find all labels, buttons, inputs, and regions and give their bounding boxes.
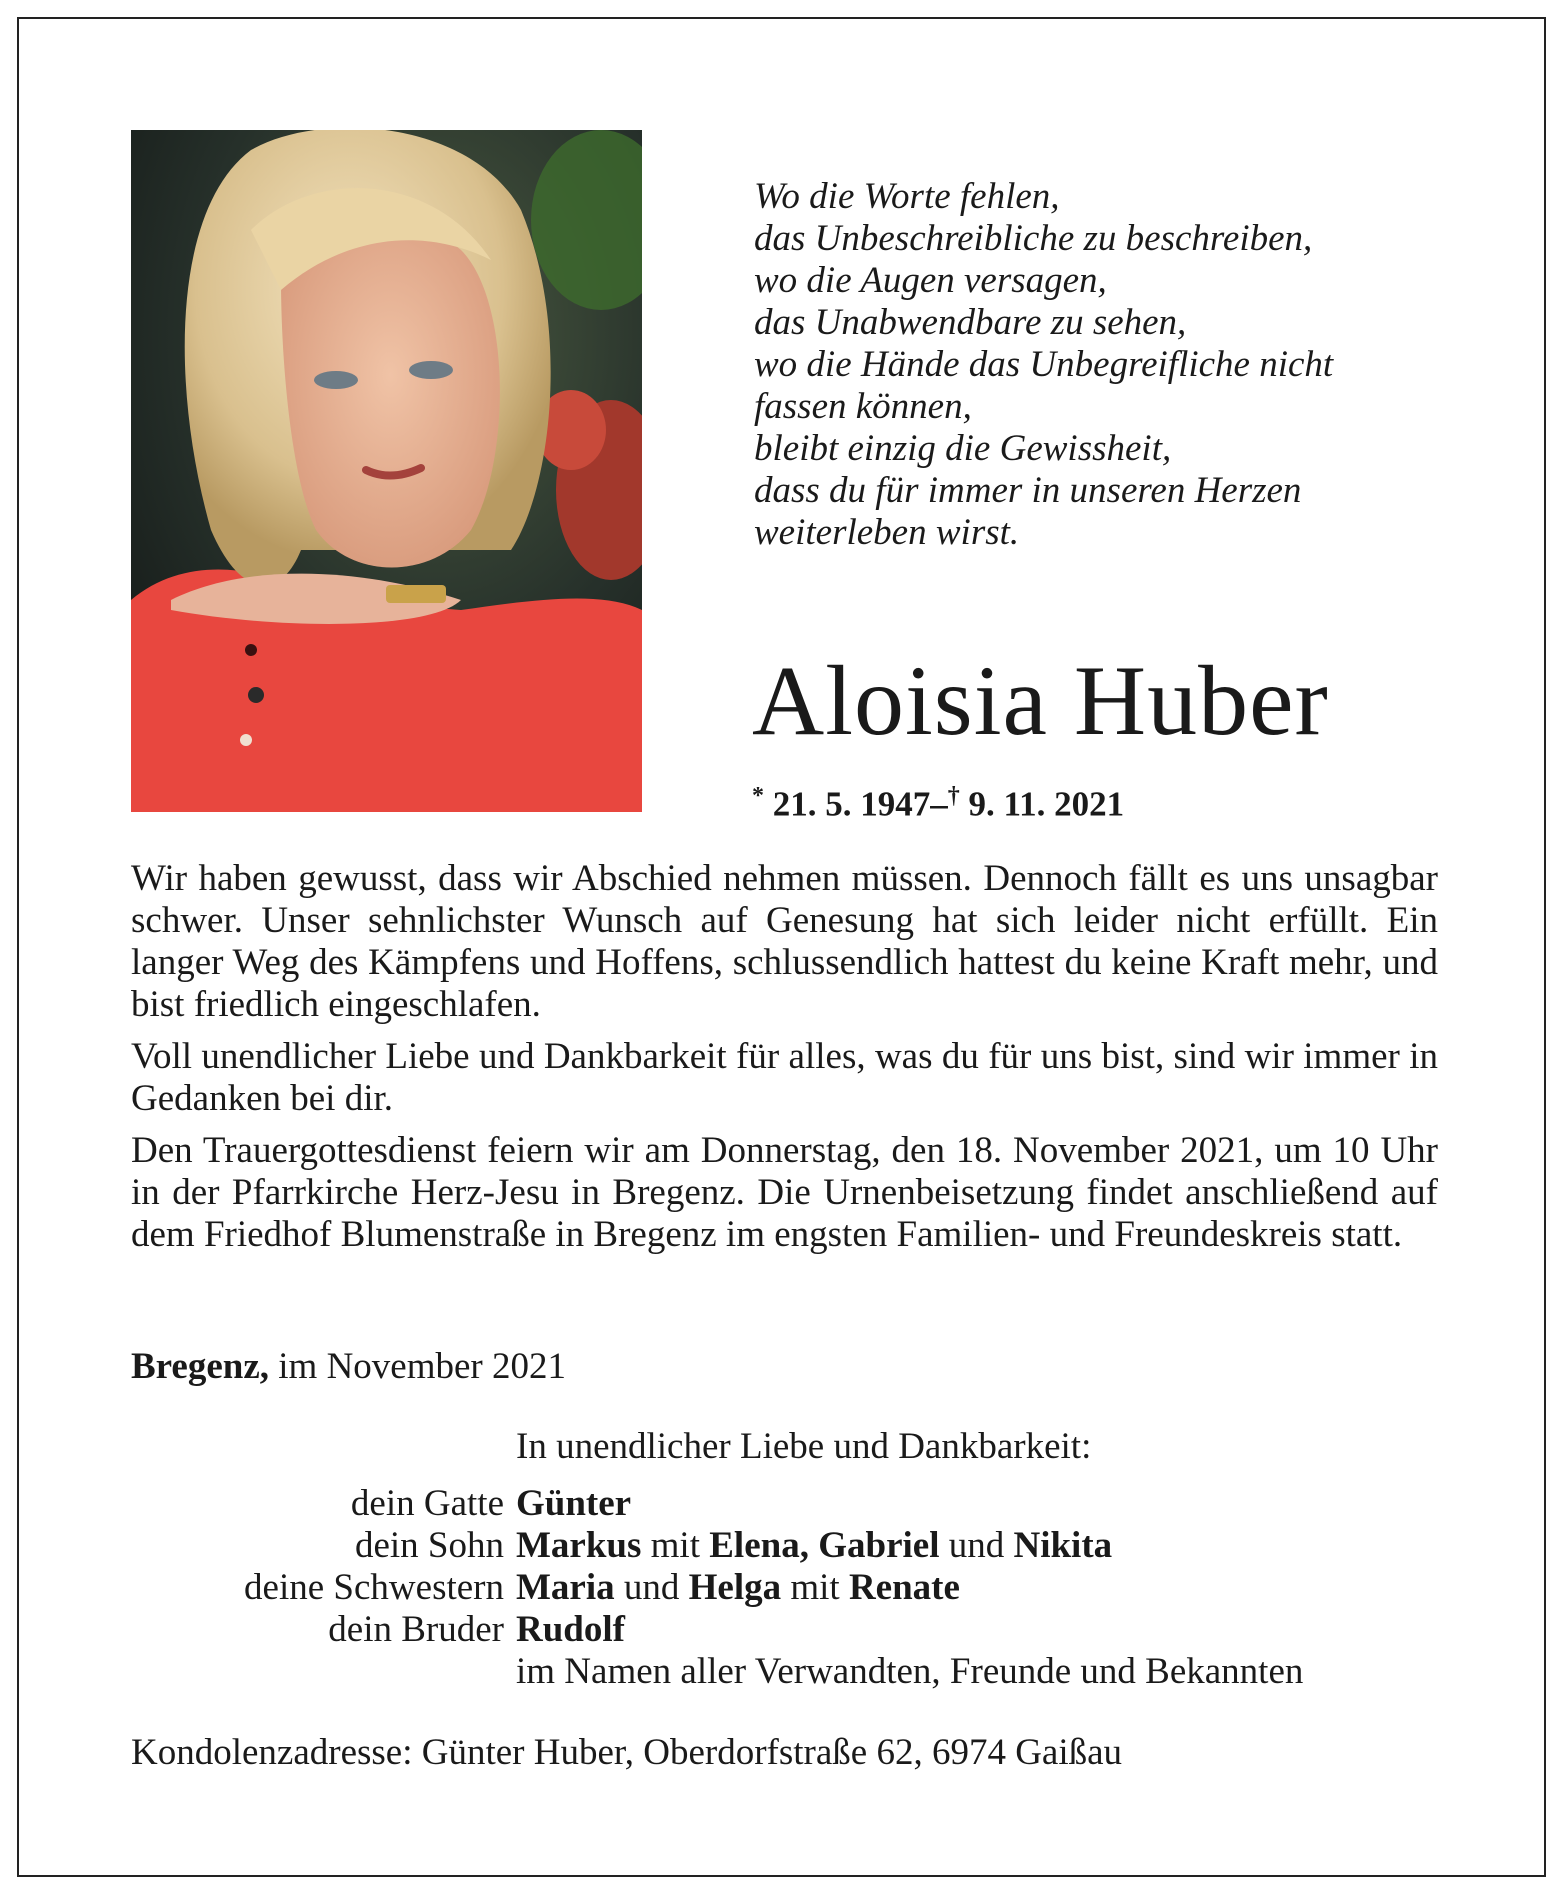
family-row [131, 1609, 1451, 1651]
family-member-name: Elena, Gabriel [709, 1525, 940, 1566]
deceased-name: Aloisia Huber [752, 645, 1329, 756]
family-members [516, 1525, 1112, 1567]
body-paragraph: Voll unendlicher Liebe und Dankbarkeit für alles, was du für uns bist, sind wir immer in Gedanken bei dir. [131, 1036, 1438, 1119]
died-symbol: † [947, 783, 960, 809]
family-member-name: Nikita [1013, 1525, 1113, 1566]
family-row [131, 1567, 1451, 1609]
family-member-name: Günter [516, 1483, 632, 1524]
family-connector: mit [641, 1525, 710, 1566]
family-relation: dein Sohn [354, 1525, 504, 1566]
born-symbol: * [752, 783, 764, 809]
family-members [516, 1567, 960, 1609]
poem-line: dass du für immer in unseren Herzen [754, 470, 1302, 511]
family-member-name: Markus [516, 1525, 642, 1566]
family-member-name: Maria [516, 1567, 615, 1608]
family-connector: und [614, 1567, 689, 1608]
poem-line: fassen können, [754, 386, 972, 427]
family-relation: dein Gatte [350, 1483, 504, 1524]
family-member-name: Helga [688, 1567, 782, 1608]
poem-line: das Unabwendbare zu sehen, [754, 302, 1187, 343]
family-member-name: Renate [848, 1567, 960, 1608]
birth-date: 21. 5. 1947 [772, 784, 931, 824]
place-date: im November 2021 [278, 1346, 567, 1387]
family-row [131, 1483, 1451, 1525]
family-members [516, 1483, 631, 1525]
family-members [516, 1609, 625, 1651]
body-paragraph: Wir haben gewusst, dass wir Abschied nehmen müssen. Dennoch fällt es uns unsagbar schwer. Unser sehnlichster Wunsch auf Genesung hat sich leider nicht erfüllt. Ein langer Weg des Kämpfens und Hoffens, schlussendlich hattest du keine Kraft mehr, und bist friedlich eingeschlafen. [131, 858, 1438, 1025]
family-relation: dein Bruder [328, 1609, 504, 1650]
announcement-text [131, 858, 1438, 1266]
poem-line: weiterleben wirst. [754, 512, 1020, 553]
condolence-address: Kondolenzadresse: Günter Huber, Oberdorfstraße 62, 6974 Gaißau [131, 1732, 1123, 1773]
family-connector: mit [781, 1567, 849, 1608]
family-relation [131, 1651, 516, 1693]
death-date: 9. 11. 2021 [968, 784, 1125, 824]
family-members [516, 1651, 1303, 1693]
thanks-heading: In unendlicher Liebe und Dankbarkeit: [516, 1426, 1092, 1467]
family-relation: deine Schwestern [244, 1567, 504, 1608]
place-city: Bregenz, [131, 1346, 270, 1387]
life-dates [752, 776, 1124, 825]
family-member-name: Rudolf [516, 1609, 625, 1650]
date-separator: – [930, 784, 948, 824]
family-connector: im Namen aller Verwandten, Freunde und Bekannten [516, 1651, 1304, 1692]
family-list [131, 1483, 1451, 1693]
memorial-poem [754, 176, 1454, 554]
poem-line: das Unbeschreibliche zu beschreiben, [754, 218, 1313, 259]
poem-line: wo die Augen versagen, [754, 260, 1107, 301]
family-connector: und [939, 1525, 1014, 1566]
family-row [131, 1525, 1451, 1567]
poem-line: wo die Hände das Unbegreifliche nicht [754, 344, 1334, 385]
body-paragraph: Den Trauergottesdienst feiern wir am Donnerstag, den 18. November 2021, um 10 Uhr in der Pfarrkirche Herz-Jesu in Bregenz. Die Urnenbeisetzung findet anschließend auf dem Friedhof Blumenstraße in Bregenz im engsten Familien- und Freundeskreis statt. [131, 1130, 1438, 1255]
family-row [131, 1651, 1451, 1693]
place-and-date [131, 1346, 566, 1388]
poem-line: bleibt einzig die Gewissheit, [754, 428, 1172, 469]
poem-line: Wo die Worte fehlen, [754, 176, 1060, 217]
portrait-photo [131, 130, 642, 812]
